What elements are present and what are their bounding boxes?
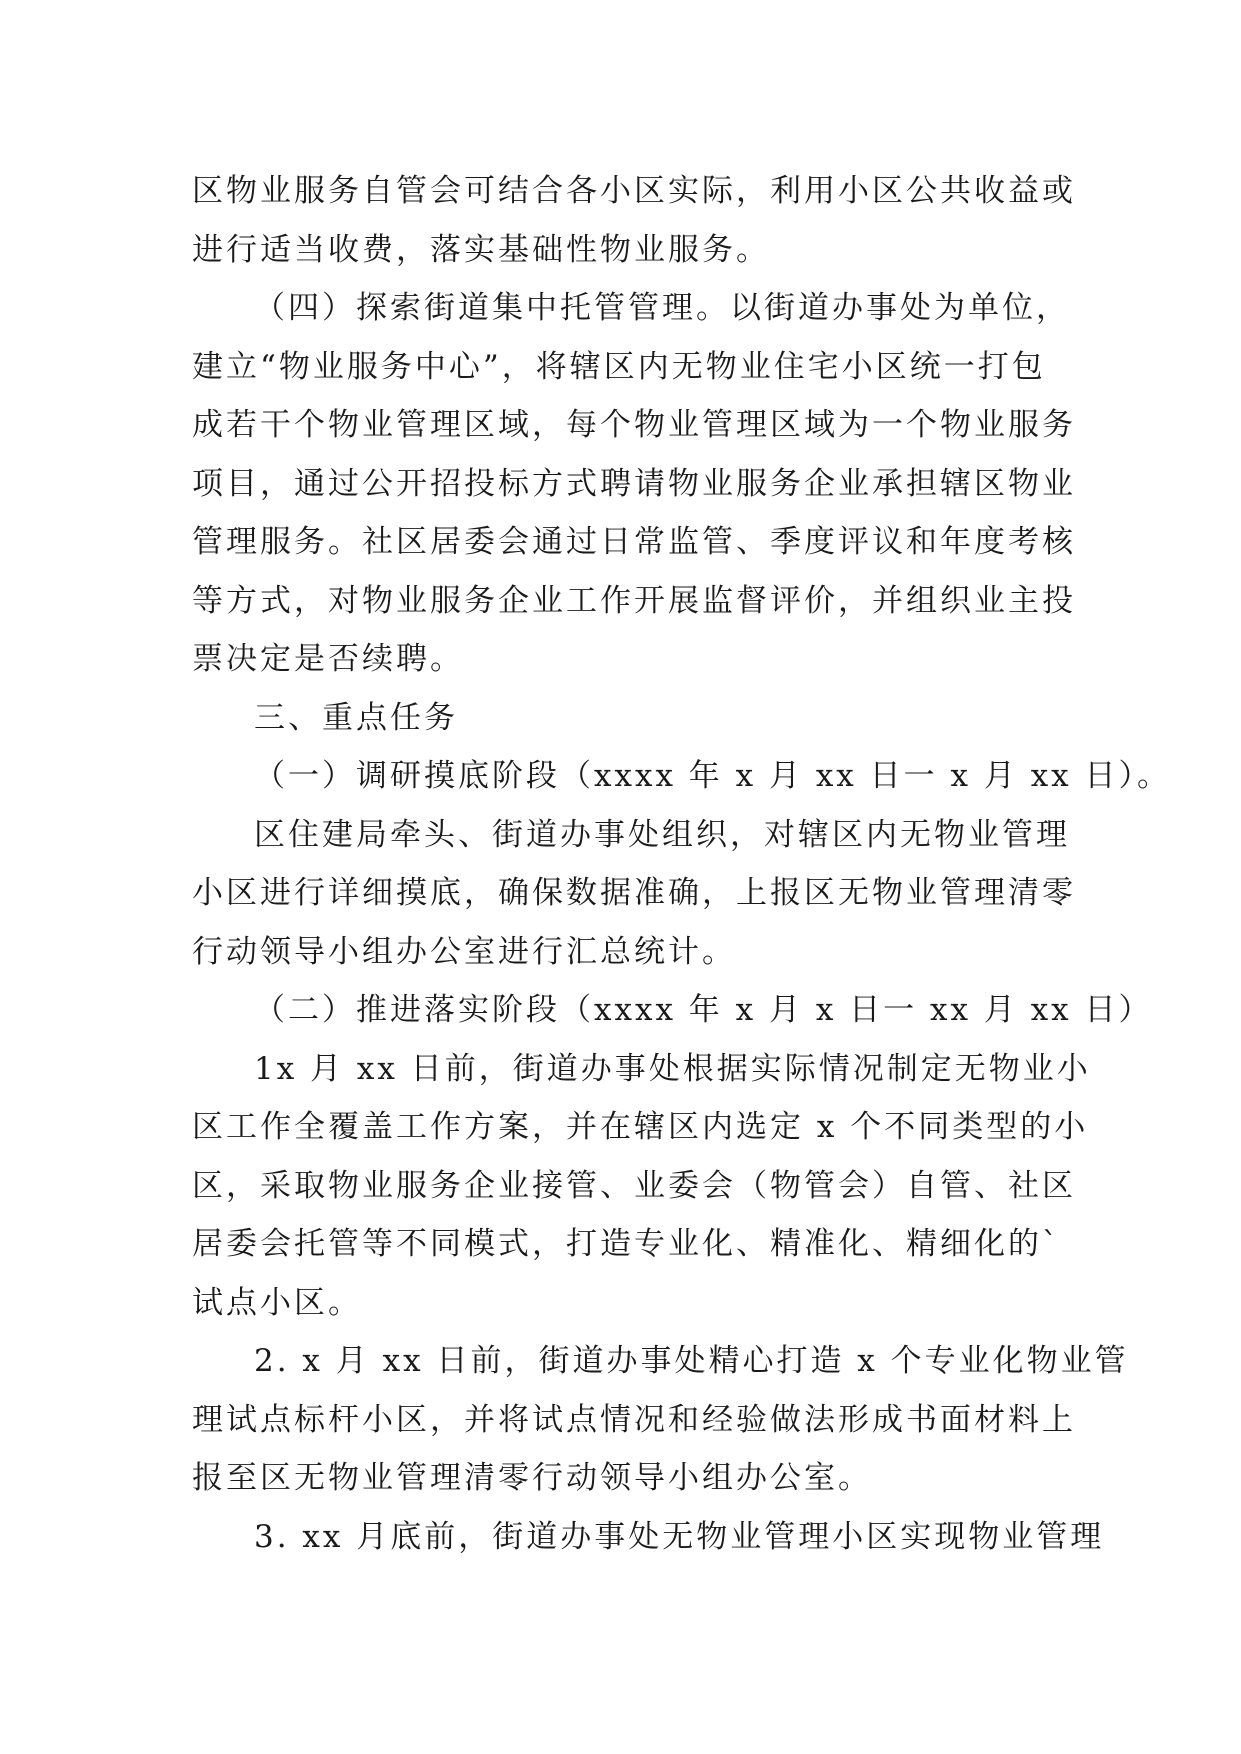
paragraph-line: 建立“物业服务中心”，将辖区内无物业住宅小区统一打包 — [192, 348, 1046, 385]
list-item-1: 1x 月 xx 日前，街道办事处根据实际情况制定无物业小 — [254, 1050, 1091, 1087]
paragraph-line: 区，采取物业服务企业接管、业委会（物管会）自管、社区 — [192, 1167, 1076, 1204]
paragraph-line: 行动领导小组办公室进行汇总统计。 — [192, 933, 736, 970]
paragraph-line: 区住建局牵头、街道办事处组织，对辖区内无物业管理 — [254, 816, 1070, 853]
paragraph-line: 区工作全覆盖工作方案，并在辖区内选定 x 个不同类型的小 — [192, 1109, 1089, 1145]
list-item-2: 2. x 月 xx 日前，街道办事处精心打造 x 个专业化物业管 — [254, 1343, 1129, 1379]
paragraph-line: 进行适当收费，落实基础性物业服务。 — [192, 231, 770, 268]
paragraph-line: 试点小区。 — [192, 1284, 362, 1321]
paragraph-line: 等方式，对物业服务企业工作开展监督评价，并组织业主投 — [192, 582, 1076, 619]
paragraph-line: 理试点标杆小区，并将试点情况和经验做法形成书面材料上 — [192, 1401, 1076, 1438]
paragraph-line: 成若干个物业管理区域，每个物业管理区域为一个物业服务 — [192, 407, 1076, 443]
chapter-heading-3: 三、重点任务 — [254, 699, 458, 736]
paragraph-line: 项目，通过公开招投标方式聘请物业服务企业承担辖区物业 — [192, 465, 1076, 502]
section-heading-4: （四）探索街道集中托管管理。以街道办事处为单位， — [254, 290, 1070, 326]
paragraph-line: 管理服务。社区居委会通过日常监管、季度评议和年度考核 — [192, 524, 1076, 560]
paragraph-line: 区物业服务自管会可结合各小区实际，利用小区公共收益或 — [192, 173, 1076, 209]
paragraph-line: 报至区无物业管理清零行动领导小组办公室。 — [192, 1460, 872, 1496]
paragraph-line: 票决定是否续聘。 — [192, 641, 464, 677]
paragraph-line: 居委会托管等不同模式，打造专业化、精准化、精细化的` — [192, 1226, 1061, 1262]
paragraph-line: 小区进行详细摸底，确保数据准确，上报区无物业管理清零 — [192, 875, 1076, 911]
phase-heading-2: （二）推进落实阶段（xxxx 年 x 月 x 日一 xx 月 xx 日） — [254, 992, 1153, 1028]
document-body — [192, 162, 1172, 1566]
list-item-3: 3. xx 月底前，街道办事处无物业管理小区实现物业管理 — [254, 1518, 1105, 1555]
phase-heading-1: （一）调研摸底阶段（xxxx 年 x 月 xx 日一 x 月 xx 日）。 — [254, 758, 1172, 794]
